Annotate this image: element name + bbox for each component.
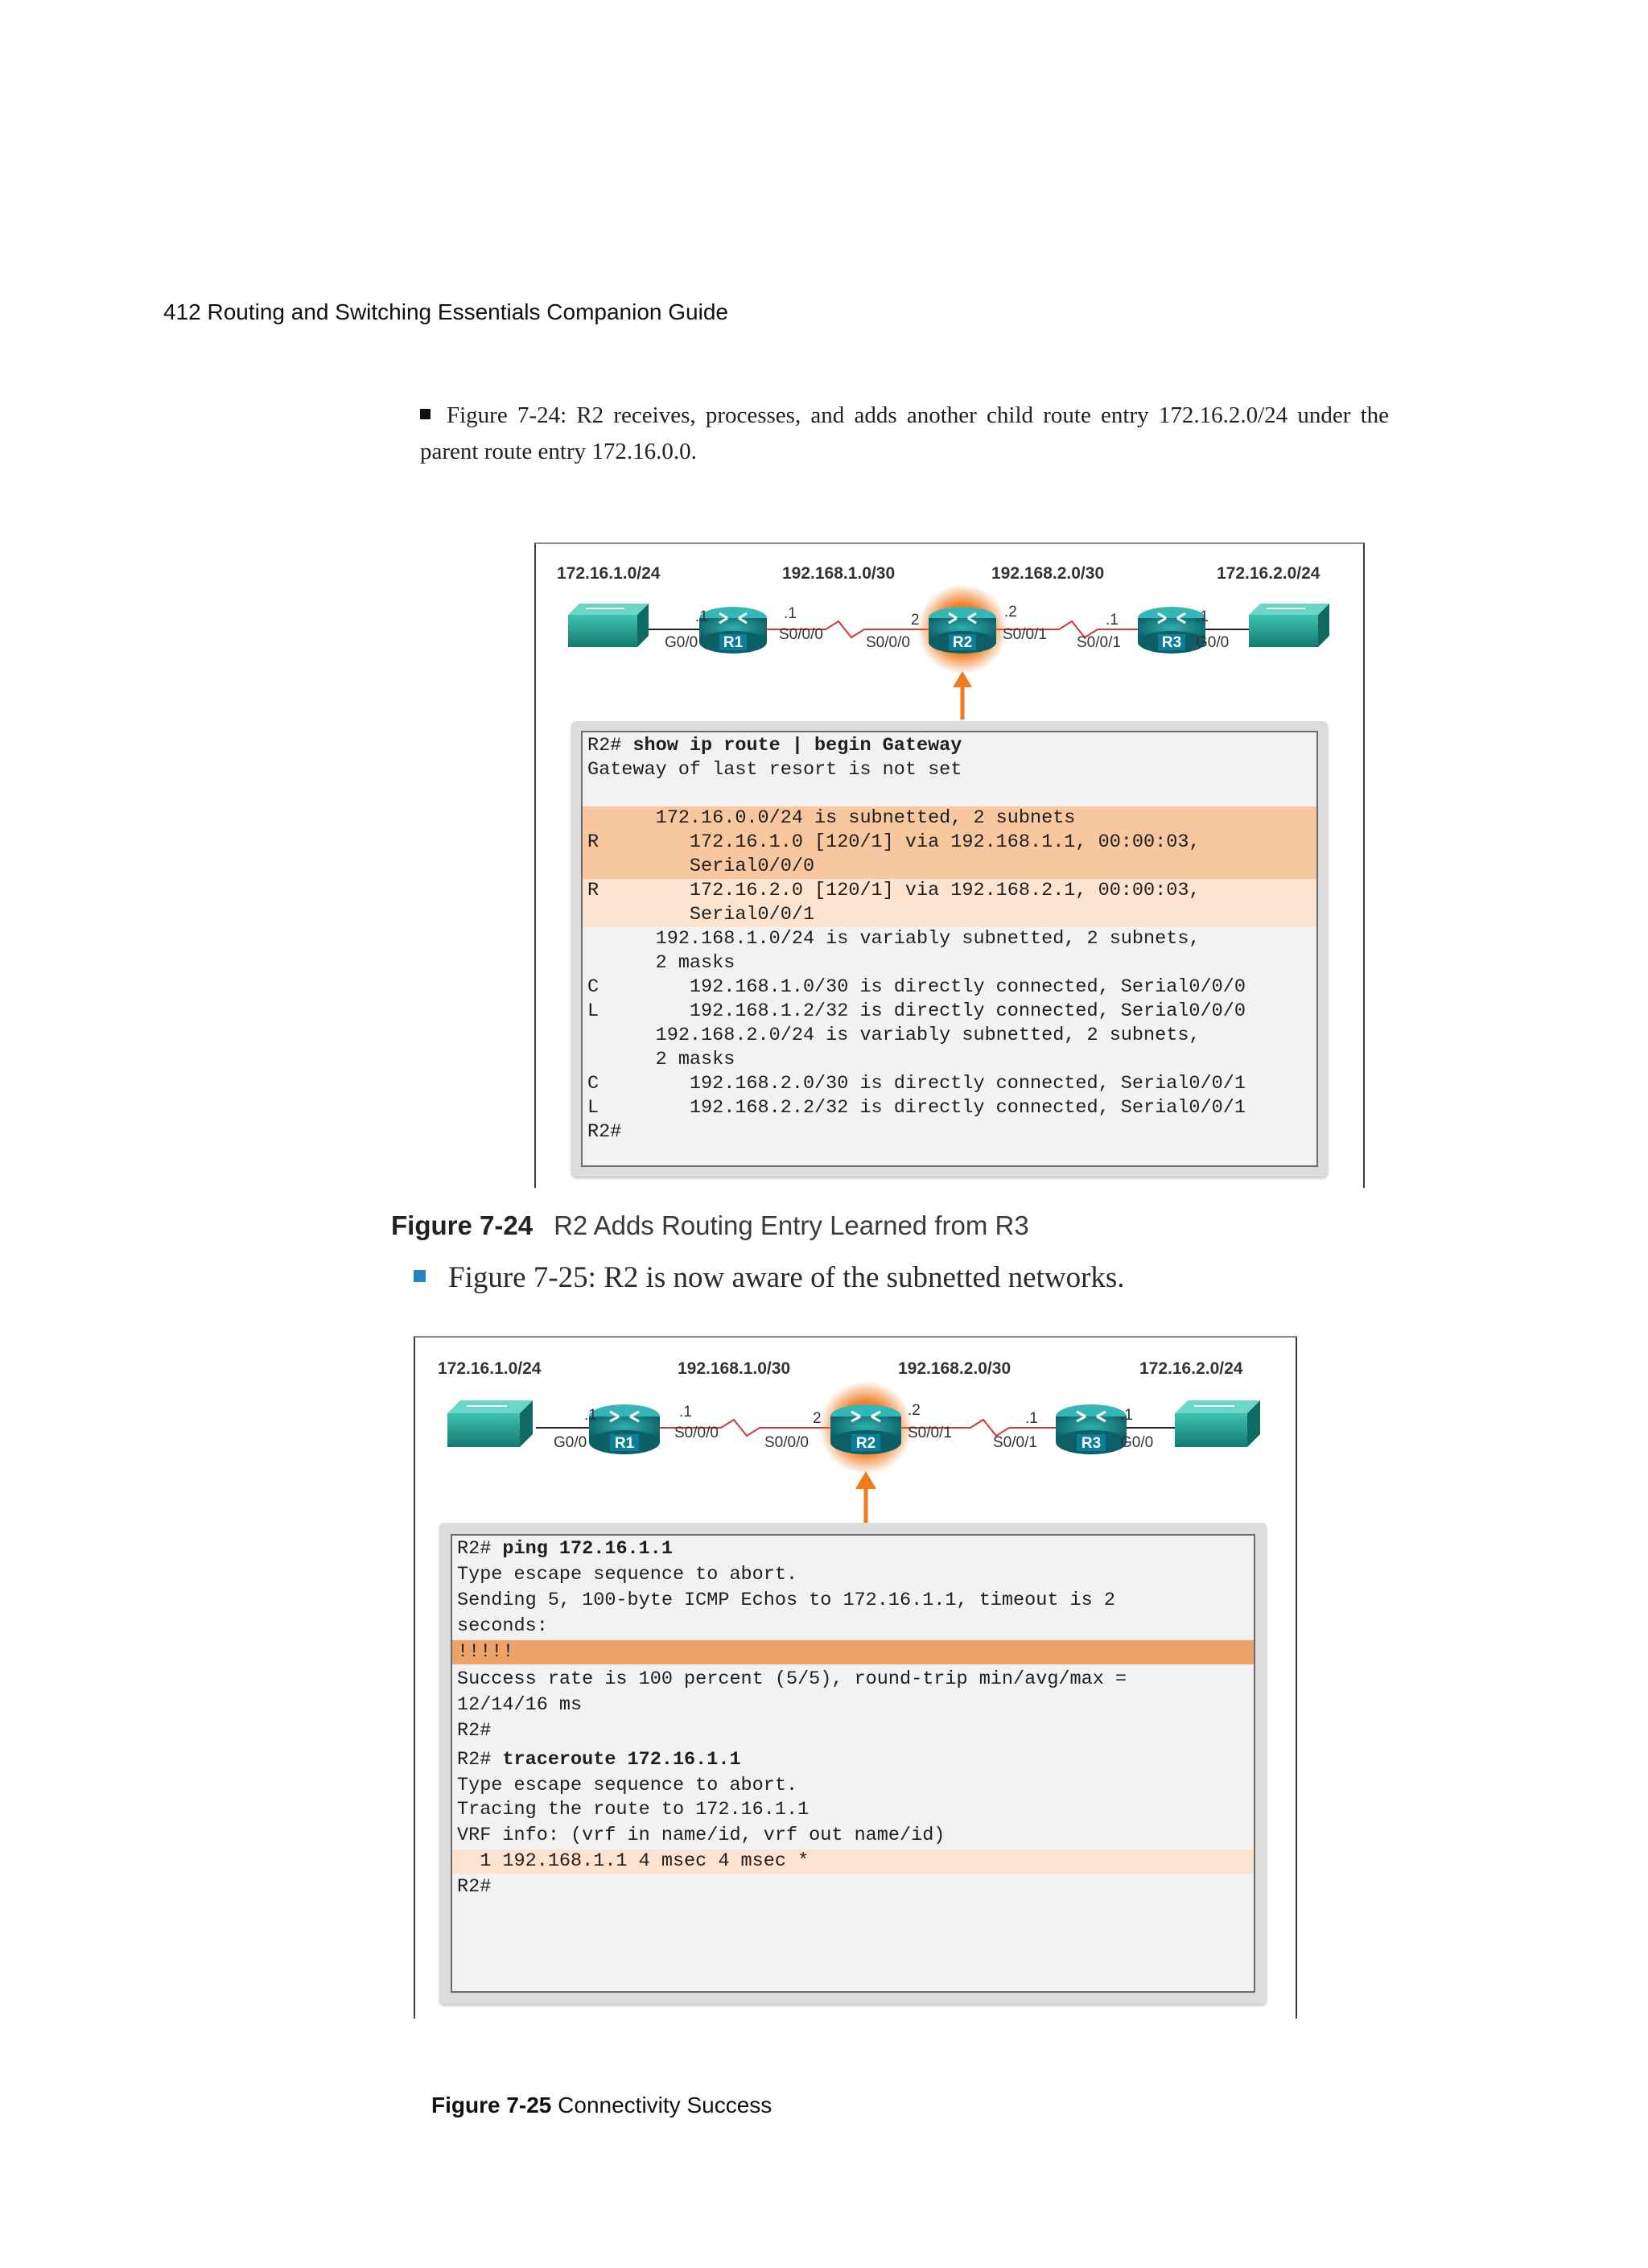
net-label-wan1: 192.168.1.0/30: [678, 1359, 791, 1378]
host-id-label: 2: [911, 612, 920, 629]
switch-icon: [1175, 1400, 1260, 1447]
host-id-label: .1: [1025, 1410, 1038, 1427]
page-header: 412 Routing and Switching Essentials Companion Guide: [163, 299, 728, 324]
terminal-line: Sending 5, 100-byte ICMP Echos to 172.16.1.1, timeout is 2: [457, 1590, 1115, 1611]
terminal-line: Gateway of last resort is not set: [587, 759, 962, 781]
interface-label: S0/0/1: [908, 1425, 952, 1441]
net-label-lan2: 172.16.2.0/24: [1139, 1359, 1243, 1378]
figure-7-24: [534, 542, 1365, 1188]
switch-icon: [447, 1400, 533, 1447]
router-icon-r1: [589, 1404, 660, 1454]
terminal-line: 192.168.2.0/24 is variably subnetted, 2 subnets,: [587, 1025, 1201, 1046]
terminal-line: 2 masks: [587, 952, 735, 974]
terminal-line-highlighted: Serial0/0/1: [583, 903, 1316, 927]
router-icon-r1: [699, 607, 767, 654]
terminal-line: R2# ping 172.16.1.1: [457, 1538, 673, 1560]
interface-label: S0/0/0: [779, 626, 823, 643]
terminal-line: R2# show ip route | begin Gateway: [587, 735, 962, 757]
bullet-marker: [414, 1270, 426, 1282]
switch-icon: [568, 604, 649, 647]
interface-label: S0/0/1: [1077, 634, 1121, 651]
terminal-window: [439, 1523, 1267, 2004]
terminal-output: [451, 1534, 1255, 1993]
net-label-wan1: 192.168.1.0/30: [782, 564, 896, 583]
host-id-label: 2: [813, 1410, 822, 1427]
router-label: R2: [952, 634, 973, 651]
terminal-line: R2#: [457, 1876, 492, 1898]
net-label-wan2: 192.168.2.0/30: [898, 1359, 1011, 1378]
terminal-line: R2#: [587, 1121, 622, 1143]
terminal-line: 12/14/16 ms: [457, 1694, 583, 1716]
router-label: R3: [1081, 1435, 1102, 1452]
terminal-line: Type escape sequence to abort.: [457, 1564, 798, 1586]
host-id-label: .1: [695, 608, 708, 625]
net-label-lan2: 172.16.2.0/24: [1217, 564, 1320, 583]
interface-label: S0/0/1: [1003, 626, 1047, 643]
terminal-line-highlighted: R 172.16.1.0 [120/1] via 192.168.1.1, 00:00:03,: [583, 831, 1316, 855]
figure-7-25: [414, 1336, 1297, 2019]
router-label: R1: [723, 634, 744, 651]
terminal-line: L 192.168.2.2/32 is directly connected, Serial0/0/1: [587, 1097, 1246, 1119]
interface-label: S0/0/0: [764, 1434, 809, 1451]
terminal-line: Success rate is 100 percent (5/5), round-trip min/avg/max =: [457, 1668, 1127, 1690]
arrow-up-icon: [953, 671, 972, 720]
figure-title: R2 Adds Routing Entry Learned from R3: [554, 1210, 1029, 1240]
terminal-output: [581, 731, 1318, 1167]
host-id-label: .2: [1004, 604, 1017, 621]
figure-caption-7-24: [391, 1210, 1029, 1241]
figure-title: Connectivity Success: [558, 2093, 772, 2117]
router-label: R1: [614, 1435, 635, 1452]
figure-number: Figure 7-24: [391, 1210, 534, 1240]
bullet-text: Figure 7-25: R2 is now aware of the subnetted networks.: [448, 1261, 1125, 1294]
router-label: R3: [1161, 634, 1182, 651]
network-topology: [415, 1338, 1296, 1531]
net-label-wan2: 192.168.2.0/30: [991, 564, 1105, 583]
terminal-line: Tracing the route to 172.16.1.1: [457, 1799, 810, 1821]
figure-number: Figure 7-25: [431, 2093, 552, 2117]
terminal-line: C 192.168.2.0/30 is directly connected, Serial0/0/1: [587, 1073, 1246, 1095]
arrow-up-icon: [855, 1471, 876, 1523]
terminal-line-highlighted: 1 192.168.1.1 4 msec 4 msec *: [452, 1849, 1254, 1874]
bullet-marker: [420, 409, 431, 419]
terminal-line-highlighted: !!!!!: [452, 1640, 1254, 1664]
terminal-line: L 192.168.1.2/32 is directly connected, Serial0/0/0: [587, 1000, 1246, 1022]
terminal-line: VRF info: (vrf in name/id, vrf out name/id): [457, 1825, 946, 1846]
terminal-line: seconds:: [457, 1615, 548, 1637]
interface-label: G0/0: [665, 634, 698, 651]
network-topology: [536, 544, 1363, 729]
terminal-line-highlighted: 172.16.0.0/24 is subnetted, 2 subnets: [583, 806, 1316, 831]
switch-icon: [1249, 604, 1329, 647]
terminal-line: [583, 782, 1316, 806]
router-label: R2: [855, 1435, 876, 1452]
router-icon-r2: [917, 584, 1007, 674]
terminal-line-highlighted: Serial0/0/0: [583, 855, 1316, 879]
terminal-window: [571, 721, 1328, 1177]
terminal-line: R2# traceroute 172.16.1.1: [457, 1749, 741, 1771]
host-id-label: .1: [1196, 608, 1209, 625]
interface-label: S0/0/0: [674, 1425, 719, 1441]
host-id-label: .2: [908, 1402, 921, 1419]
bullet-paragraph-7-24: [420, 398, 1389, 470]
bullet-text: Figure 7-24: R2 receives, processes, and adds another child route entry 172.16.2.0/24 under the parent route entry 172.16.0.0.: [420, 402, 1389, 464]
interface-label: G0/0: [1120, 1434, 1154, 1451]
terminal-line: 192.168.1.0/24 is variably subnetted, 2 subnets,: [587, 928, 1201, 950]
router-icon-r3: [1056, 1404, 1127, 1454]
interface-label: S0/0/1: [993, 1434, 1037, 1451]
terminal-line: C 192.168.1.0/30 is directly connected, Serial0/0/0: [587, 976, 1246, 998]
bullet-paragraph-7-25: [414, 1260, 1125, 1295]
host-id-label: .1: [679, 1404, 692, 1421]
router-icon-r2: [819, 1381, 913, 1474]
terminal-line: R2#: [457, 1720, 492, 1742]
figure-caption-7-25: [431, 2093, 772, 2118]
net-label-lan1: 172.16.1.0/24: [557, 564, 661, 583]
interface-label: G0/0: [1196, 634, 1230, 651]
interface-label: G0/0: [554, 1434, 587, 1451]
terminal-line: Type escape sequence to abort.: [457, 1775, 798, 1796]
interface-label: S0/0/0: [866, 634, 910, 651]
host-id-label: .1: [784, 605, 797, 622]
net-label-lan1: 172.16.1.0/24: [438, 1359, 542, 1378]
host-id-label: .1: [1106, 612, 1119, 629]
host-id-label: .1: [1120, 1407, 1133, 1424]
host-id-label: .1: [584, 1407, 597, 1424]
terminal-line: 2 masks: [587, 1049, 735, 1070]
terminal-line-highlighted: R 172.16.2.0 [120/1] via 192.168.2.1, 00:00:03,: [583, 879, 1316, 903]
